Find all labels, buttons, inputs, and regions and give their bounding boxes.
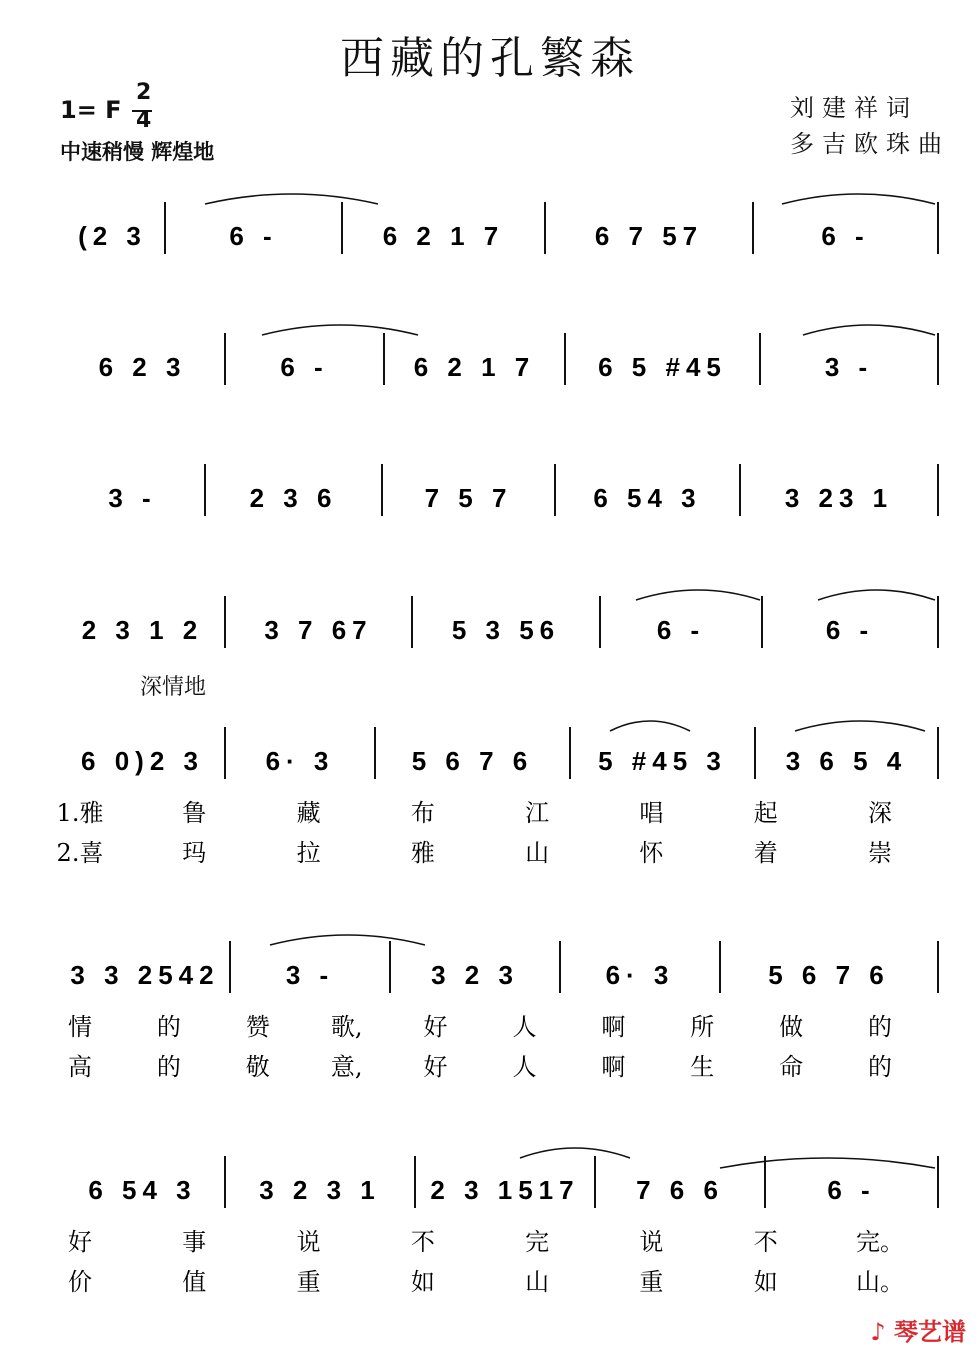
slur (803, 325, 935, 335)
lyric-syllable: 玛 (182, 839, 207, 867)
measure-notes: 6 5 #45 (598, 352, 727, 382)
lyric-syllable: 所 (690, 1013, 715, 1041)
lyric-syllable: 价 (68, 1268, 92, 1296)
lyric-syllable: 2.喜 (56, 839, 104, 867)
measure-notes: 3 23 1 (784, 483, 894, 513)
time-signature-bottom: 4 (136, 108, 152, 133)
lyric-syllable: 好 (68, 1228, 92, 1256)
measure-notes: 6 2 1 7 (413, 352, 536, 382)
lyric-syllable: 敬 (245, 1053, 270, 1081)
measure-notes: 3 2 3 (431, 960, 519, 990)
lyric-syllable: 生 (690, 1053, 715, 1081)
measure-notes: 5 #45 3 (598, 746, 727, 776)
slur (262, 325, 418, 335)
song-title: 西藏的孔繁森 (340, 33, 640, 84)
measure-notes: 3 - (824, 352, 874, 382)
lyric-syllable: 起 (753, 799, 778, 827)
measure-notes: 6 - (656, 615, 706, 645)
measure-notes: 3 7 67 (264, 615, 373, 645)
slur (205, 194, 378, 204)
lyric-syllable: 的 (868, 1053, 892, 1081)
expression-marking: 深情地 (140, 675, 207, 700)
measure-notes: 7 6 6 (636, 1175, 724, 1205)
lyric-syllable: 不 (410, 1228, 435, 1256)
slur (270, 935, 425, 945)
lyric-syllable: 完 (525, 1228, 550, 1256)
measure-notes: 3 2 3 1 (259, 1175, 381, 1205)
measure-notes: 3 - (285, 960, 335, 990)
lyric-syllable: 的 (868, 1013, 892, 1041)
measure-notes: 6 2 3 (98, 352, 187, 382)
lyric-syllable: 好 (423, 1053, 448, 1081)
lyric-syllable: 雅 (410, 839, 435, 867)
measure-notes: 2 3 1 2 (81, 615, 204, 645)
measure-notes: 6· 3 (605, 960, 675, 990)
measure-notes: 6 - (229, 221, 278, 251)
lyric-syllable: 值 (182, 1268, 207, 1296)
lyric-syllable: 事 (182, 1228, 207, 1256)
lyric-syllable: 好 (423, 1013, 448, 1041)
lyric-syllable: 的 (156, 1013, 181, 1041)
lyric-syllable: 怀 (639, 839, 664, 867)
lyric-syllable: 完。 (856, 1228, 904, 1256)
measure-notes: 6· 3 (265, 746, 335, 776)
measure-notes: 5 3 56 (451, 615, 561, 645)
lyric-syllable: 意, (330, 1053, 363, 1081)
lyricist-credit: 刘建祥词 (790, 94, 918, 122)
lyric-syllable: 深 (868, 799, 892, 827)
measure-notes: 6 0)2 3 (81, 746, 204, 776)
lyric-syllable: 人 (512, 1053, 537, 1081)
lyric-syllable: 做 (779, 1013, 804, 1041)
measure-notes: 2 3 1517 (430, 1175, 580, 1205)
measure-notes: 3 - (108, 483, 157, 513)
lyric-syllable: 说 (639, 1228, 664, 1256)
lyric-syllable: 不 (753, 1228, 778, 1256)
measure-notes: 3 3 2542 (70, 960, 220, 990)
slur (610, 721, 690, 731)
lyric-syllable: 如 (753, 1268, 778, 1296)
lyric-syllable: 啊 (601, 1053, 626, 1081)
watermark-icon: ♪ (870, 1318, 886, 1346)
measure-notes: 2 3 6 (249, 483, 338, 513)
lyric-syllable: 1.雅 (56, 799, 104, 827)
measure-notes: 6 2 1 7 (382, 221, 505, 251)
measure-notes: 6 - (280, 352, 329, 382)
lyric-syllable: 山。 (856, 1268, 904, 1296)
lyric-syllable: 着 (753, 839, 778, 867)
lyric-syllable: 说 (296, 1228, 321, 1256)
lyric-syllable: 歌, (330, 1013, 363, 1041)
lyric-syllable: 山 (525, 1268, 550, 1296)
measure-notes: 6 7 57 (594, 221, 704, 251)
lyric-syllable: 人 (512, 1013, 537, 1041)
slur (795, 721, 925, 731)
measure-notes: 3 6 5 4 (785, 746, 908, 776)
measure-notes: 5 6 7 6 (768, 960, 890, 990)
measure-notes: 7 5 7 (424, 483, 513, 513)
lyric-syllable: 江 (525, 799, 550, 827)
measure-notes: (2 3 (78, 221, 147, 251)
lyric-syllable: 命 (779, 1053, 804, 1081)
lyric-syllable: 的 (156, 1053, 181, 1081)
measure-notes: 6 - (825, 615, 875, 645)
composer-credit: 多吉欧珠曲 (790, 130, 950, 158)
lyric-syllable: 高 (68, 1053, 92, 1081)
slur (782, 194, 935, 204)
lyric-syllable: 唱 (639, 799, 664, 827)
tempo-marking: 中速稍慢 辉煌地 (60, 140, 215, 164)
measure-notes: 6 54 3 (88, 1175, 197, 1205)
watermark-logo (870, 1312, 966, 1347)
lyric-syllable: 崇 (868, 839, 892, 867)
lyric-syllable: 拉 (296, 839, 321, 867)
watermark-text: 琴艺谱 (894, 1318, 966, 1346)
measure-notes: 6 - (821, 221, 870, 251)
lyric-syllable: 藏 (296, 799, 321, 827)
measure-notes: 6 - (827, 1175, 876, 1205)
lyric-syllable: 啊 (601, 1013, 626, 1041)
lyric-syllable: 山 (525, 839, 550, 867)
lyric-syllable: 重 (296, 1268, 321, 1296)
slur (636, 590, 760, 600)
measure-notes: 5 6 7 6 (411, 746, 534, 776)
lyric-syllable: 如 (410, 1268, 435, 1296)
lyric-syllable: 赞 (245, 1013, 270, 1041)
slur (818, 590, 935, 600)
slur (520, 1148, 630, 1158)
slur (720, 1158, 935, 1168)
time-signature-top: 2 (136, 80, 152, 105)
lyric-syllable: 重 (639, 1268, 664, 1296)
measure-notes: 6 54 3 (593, 483, 702, 513)
key-signature: 1= F (60, 96, 122, 124)
lyric-syllable: 鲁 (182, 799, 207, 827)
lyric-syllable: 布 (410, 799, 435, 827)
lyric-syllable: 情 (68, 1013, 92, 1041)
